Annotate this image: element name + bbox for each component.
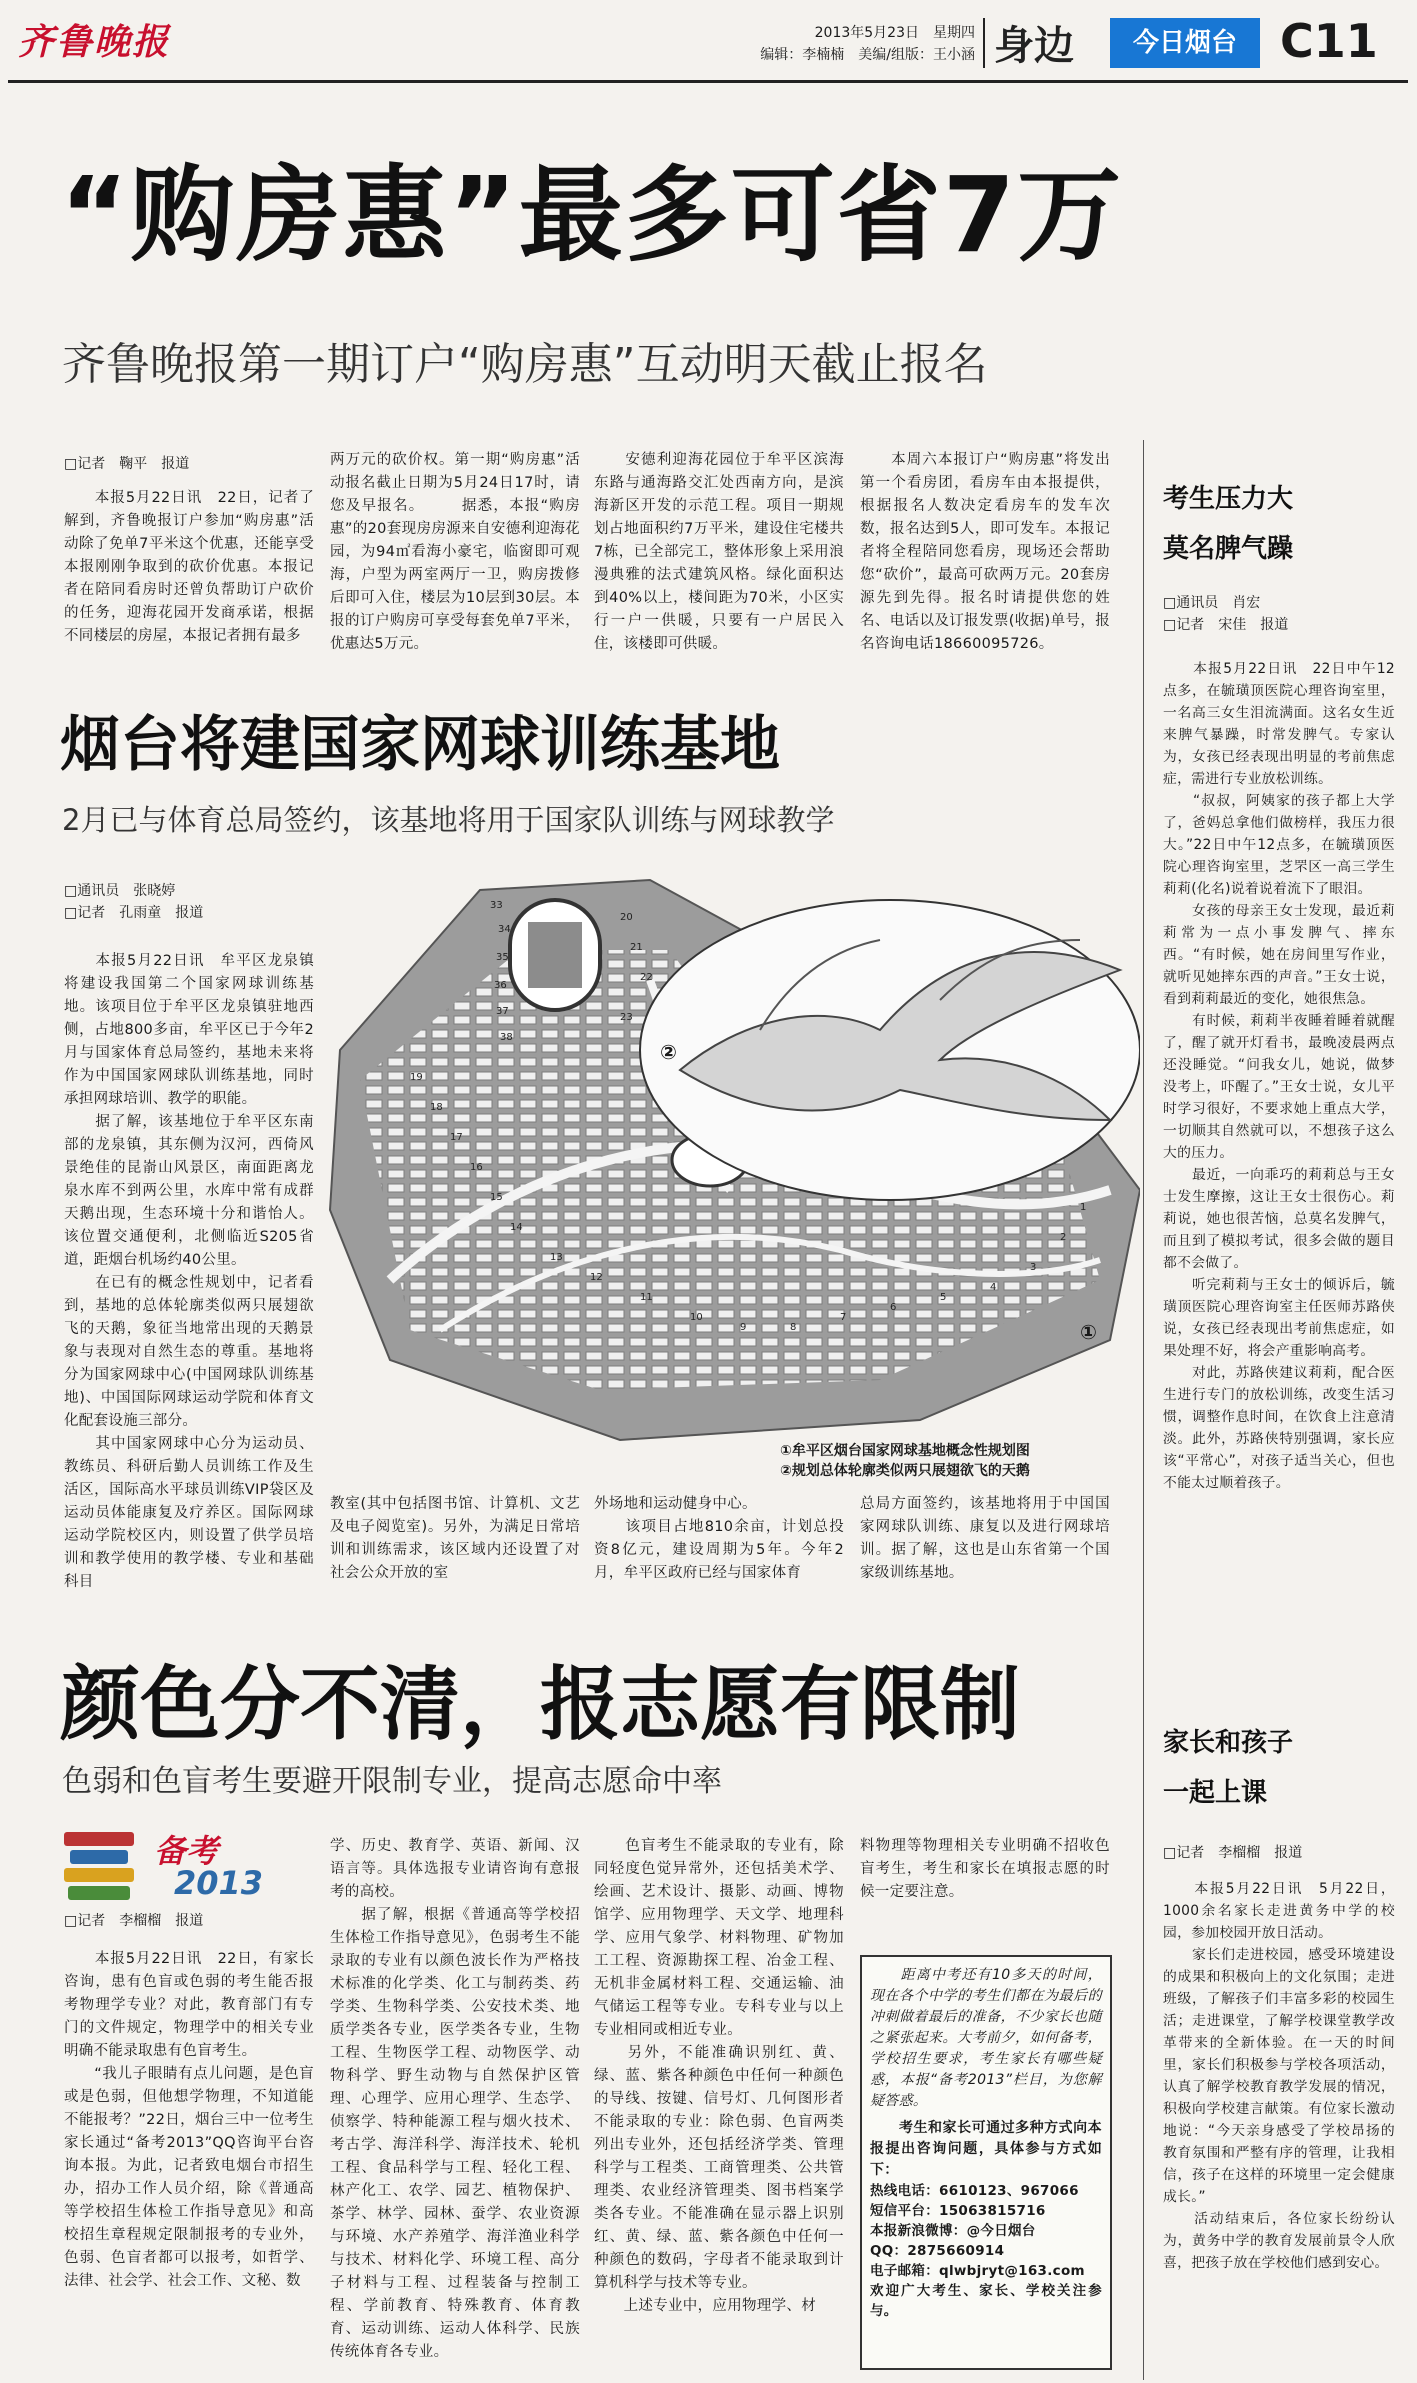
beikao-year: 2013 xyxy=(174,1864,264,1902)
map-number-label: 33 xyxy=(490,900,503,911)
map-number-label: 3 xyxy=(1030,1262,1037,1273)
article3-subtitle: 色弱和色盲考生要避开限制专业，提高志愿命中率 xyxy=(62,1764,722,1799)
site-plan-marker-1: ① xyxy=(1080,1320,1097,1344)
masthead-rule xyxy=(8,80,1408,83)
article1-byline: □记者 鞠平 报道 xyxy=(64,456,190,472)
article2-col4: 总局方面签约，该基地将用于中国国家网球队训练、康复以及进行网球培训。据了解，这也是山东省第一个国家级训练基地。 xyxy=(860,1496,1110,1581)
map-number-label: 8 xyxy=(790,1322,797,1333)
map-number-label: 36 xyxy=(494,980,507,991)
sidebar2-title-line2: 一起上课 xyxy=(1163,1778,1268,1808)
map-number-label: 15 xyxy=(490,1192,503,1203)
article2-col3: 外场地和运动健身中心。 该项目占地810余亩，计划总投资8亿元，建设周期为5年。今年2月，牟平区政府已经与国家体育 xyxy=(594,1496,844,1581)
map-number-label: 11 xyxy=(640,1292,653,1303)
consult-welcome: 欢迎广大考生、家长、学校关注参与。 xyxy=(870,2283,1102,2319)
article1-subtitle: 齐鲁晚报第一期订户“购房惠”互动明天截止报名 xyxy=(62,339,988,390)
article3-col4: 料物理等物理相关专业明确不招收色盲考生，考生和家长在填报志愿的时候一定要注意。 xyxy=(860,1838,1110,1900)
map-number-label: 17 xyxy=(450,1132,463,1143)
consult-sms: 短信平台：15063815716 xyxy=(870,2203,1046,2219)
masthead-divider xyxy=(983,18,985,68)
article3-col2: 学、历史、教育学、英语、新闻、汉语言等。具体选报专业请咨询有意报考的高校。 据了解，根据《普通高等学校招生体检工作指导意见》，色弱考生不能录取的专业有以颜色波长作为严格技术标准的化学类、化工与制药类、药学类、生物科学类、公安技术类、地质学类各专业，医学类各专业，生物工程、生物医学工程、动物医学、动物科学、野生动物与自然保护区管理、心理学、应用心理学、生态学、侦察学、特种能源工程与烟火技术、考古学、海洋科学、海洋技术、轮机工程、食品科学与工程、轻化工程、林产化工、农学、园艺、植物保护、茶学、林学、园林、蚕学、农业资源与环境、水产养殖学、海洋渔业科学与技术、材料化学、环境工程、高分子材料与工程、过程装备与控制工程、学前教育、特殊教育、体育教育、运动训练、运动人体科学、民族传统体育各专业。 xyxy=(330,1838,580,2360)
article1-col4: 本周六本报订户“购房惠”将发出第一个看房团，看房车由本报提供，根据报名人数决定看房车的发车次数，报名达到5人，即可发车。本报记者将全程陪同您看房，现场还会帮助您“砍价”，最高可砍两万元。20套房源先到先得。报名时请提供您的姓名、电话以及订报发票(收据)单号，报名咨询电话18660095726。 xyxy=(860,452,1110,652)
map-number-label: 9 xyxy=(740,1322,747,1333)
beikao-word: 备考 xyxy=(154,1832,219,1870)
sidebar1-title-line1: 考生压力大 xyxy=(1163,484,1294,514)
site-plan-illustration xyxy=(320,860,1140,1480)
sidebar2-text: 本报5月22日讯 5月22日，1000余名家长走进黄务中学的校园，参加校园开放日活动。 家长们走进校园，感受环境建设的成果和积极向上的文化氛围；走进班级，了解孩子们丰富多彩的校园生活；走进课堂，了解学校课堂教学改革带来的全新体验。在一天的时间里，家长们积极参与学校各项活动，认真了解学校教育教学发展的情况，积极向学校建言献策。有位家长激动地说：“今天亲身感受了学校昂扬的教育氛围和严整有序的管理，让我相信，孩子在这样的环境里一定会健康成长。” 活动结束后，各位家长纷纷认为，黄务中学的教育发展前景令人欣喜，把孩子放在学校他们感到安心。 xyxy=(1163,1881,1395,2271)
column-divider xyxy=(1143,440,1144,2380)
article3-col3: 色盲考生不能录取的专业有，除同轻度色觉异常外，还包括美术学、绘画、艺术设计、摄影、动画、博物馆学、应用物理学、天文学、地理科学、应用气象学、材料物理、矿物加工工程、资源勘探工程、冶金工程、无机非金属材料工程、交通运输、油气储运工程等专业。专科专业与以上专业相同或相近专业。 另外，不能准确识别红、黄、绿、蓝、紫各种颜色中任何一种颜色的导线、按键、信号灯、几何图形者不能录取的专业：除色弱、色盲两类列出专业外，还包括经济学类、管理科学与工程类、工商管理类、公共管理类、农业经济管理类、图书档案学类各专业。不能准确在显示器上识别红、黄、绿、蓝、紫各颜色中任何一种颜色的数码，字母者不能录取到计算机科学与技术等专业。 上述专业中，应用物理学、材 xyxy=(594,1838,844,2314)
sidebar1-byline: □通讯员 肖宏 □记者 宋佳 报道 xyxy=(1163,595,1289,633)
masthead-date: 2013年5月23日 星期四 xyxy=(814,25,975,41)
consult-email: 电子邮箱：qlwbjryt@163.com xyxy=(870,2263,1085,2279)
map-number-label: 2 xyxy=(1060,1232,1067,1243)
article3-byline: □记者 李榴榴 报道 xyxy=(64,1913,204,1929)
consult-intro: 距离中考还有10多天的时间，现在各个中学的考生们都在为最后的冲刺做着最后的准备，不少家长也随之紧张起来。大考前夕，如何备考，学校招生要求，考生家长有哪些疑惑，本报“备考2013”栏目，为您解疑答惑。 xyxy=(870,1967,1102,2109)
map-number-label: 12 xyxy=(590,1272,603,1283)
consult-box xyxy=(860,1955,1112,2370)
article1-col3: 安德利迎海花园位于牟平区滨海东路与通海路交汇处西南方向，是滨海新区开发的示范工程。项目一期规划占地面积约7万平米，建设住宅楼共7栋，已全部完工，整体形象上采用浪漫典雅的法式建筑风格。绿化面积达到40%以上，楼间距为70米，小区实行一户一供暖，只要有一户居民入住，该楼即可供暖。 xyxy=(594,452,844,652)
map-number-label: 35 xyxy=(496,952,509,963)
map-number-label: 23 xyxy=(620,1012,633,1023)
map-number-label: 4 xyxy=(990,1282,997,1293)
map-number-label: 22 xyxy=(640,972,653,983)
sidebar1-title-line2: 莫名脾气躁 xyxy=(1163,534,1294,564)
stadium-pitch xyxy=(528,922,582,988)
article1-col1: 本报5月22日讯 22日，记者了解到，齐鲁晚报订户参加“购房惠”活动除了免单7平米这个优惠，还能享受本报刚刚争取到的砍价优惠。本报记者在陪同看房时还曾负帮助订户砍价的任务，迎海花园开发商承诺，根据不同楼层的房屋，本报记者拥有最多 xyxy=(64,490,314,644)
site-plan-caption-2: ②规划总体轮廓类似两只展翅欲飞的天鹅 xyxy=(780,1463,1030,1479)
masthead-editors: 编辑：李楠楠 美编/组版：王小涵 xyxy=(760,47,975,63)
map-number-label: 18 xyxy=(430,1102,443,1113)
article2-col2: 教室(其中包括图书馆、计算机、文艺及电子阅览室)。另外，为满足日常培训和训练需求，该区域内还设置了对社会公众开放的室 xyxy=(330,1496,580,1581)
map-number-label: 20 xyxy=(620,912,633,923)
map-number-label: 19 xyxy=(410,1072,423,1083)
consult-methods: 考生和家长可通过多种方式向本报提出咨询问题，具体参与方式如下： xyxy=(870,2120,1102,2178)
sidebar2-title-line1: 家长和孩子 xyxy=(1163,1728,1294,1758)
article2-subtitle: 2月已与体育总局签约，该基地将用于国家队训练与网球教学 xyxy=(62,803,835,837)
map-number-label: 6 xyxy=(890,1302,897,1313)
article3-title: 颜色分不清，报志愿有限制 xyxy=(60,1658,1020,1751)
consult-weibo: 本报新浪微博：@今日烟台 xyxy=(870,2223,1036,2239)
article1-col2: 两万元的砍价权。第一期“购房惠”活动报名截止日期为5月24日17时，请您及早报名。 据悉，本报“购房惠”的20套现房房源来自安德利迎海花园，为94㎡看海小豪宅，临窗即可观海，户型为两室两厅一卫，购房拨修后即可入住，楼层为10层到30层。本报的订户购房可享受每套免单7平米，优惠达5万元。 xyxy=(330,452,580,652)
article1-title: “购房惠”最多可省7万 xyxy=(60,154,1124,276)
consult-qq: QQ：2875660914 xyxy=(870,2243,1005,2259)
sidebar2-byline: □记者 李榴榴 报道 xyxy=(1163,1845,1303,1861)
map-number-label: 10 xyxy=(690,1312,703,1323)
consult-hotline: 热线电话：6610123、967066 xyxy=(870,2183,1079,2199)
map-number-label: 13 xyxy=(550,1252,563,1263)
book-stack-icon xyxy=(64,1828,134,1906)
article3-col1: 本报5月22日讯 22日，有家长咨询，患有色盲或色弱的考生能否报考物理学专业？对此，教育部门有专门的文件规定，物理学中的相关专业明确不能录取患有色盲考生。 “我儿子眼睛有点儿问题，是色盲或是色弱，但他想学物理，不知道能不能报考？”22日，烟台三中一位考生家长通过“备考2013”QQ咨询平台咨询本报。为此，记者致电烟台市招生办，招办工作人员介绍，除《普通高等学校招生体检工作指导意见》和高校招生章程规定限制报考的专业外，色弱、色盲者都可以报考，如哲学、法律、社会学、社会工作、文秘、数 xyxy=(64,1951,314,2289)
map-number-label: 37 xyxy=(496,1006,509,1017)
map-number-label: 34 xyxy=(498,924,511,935)
map-number-label: 1 xyxy=(1080,1202,1087,1213)
map-number-label: 5 xyxy=(940,1292,947,1303)
article2-col1: 本报5月22日讯 牟平区龙泉镇将建设我国第二个国家网球训练基地。该项目位于牟平区龙泉镇驻地西侧，占地800多亩，牟平区已于今年2月与国家体育总局签约，基地未来将作为中国国家网球队训练基地，同时承担网球培训、教学的职能。 据了解，该基地位于牟平区东南部的龙泉镇，其东侧为汉河，西倚风景绝佳的昆嵛山风景区，南面距离龙泉水库不到两公里，水库中常有成群天鹅出现，生态环境十分和谐怡人。该位置交通便利，北侧临近S205省道，距烟台机场约40公里。 在已有的概念性规划中，记者看到，基地的总体轮廓类似两只展翅欲飞的天鹅，象征当地常出现的天鹅景象与表现对自然生态的尊重。基地将分为国家网球中心(中国网球队训练基地)、中国国际网球运动学院和体育文化配套设施三部分。 其中国家网球中心分为运动员、教练员、科研后勤人员训练工作及生活区，国际高水平球员训练VIP袋区及运动员体能康复及疗养区。国际网球运动学院校区内，则设置了供学员培训和教学使用的教学楼、专业和基础科目 xyxy=(64,953,314,1590)
article2-title: 烟台将建国家网球训练基地 xyxy=(60,710,780,780)
site-plan-marker-2: ② xyxy=(660,1040,677,1064)
masthead-page-number: C11 xyxy=(1280,14,1378,68)
masthead-section: 身边 xyxy=(994,23,1074,69)
site-plan-svg xyxy=(320,860,1140,1480)
map-number-label: 14 xyxy=(510,1222,523,1233)
masthead-tag: 今日烟台 xyxy=(1110,18,1260,68)
site-plan-caption-1: ①牟平区烟台国家网球基地概念性规划图 xyxy=(780,1443,1030,1459)
map-number-label: 38 xyxy=(500,1032,513,1043)
beikao-logo xyxy=(64,1820,314,1910)
map-number-label: 16 xyxy=(470,1162,483,1173)
article2-byline: □通讯员 张晓婷 □记者 孔雨童 报道 xyxy=(64,883,204,921)
map-number-label: 7 xyxy=(840,1312,847,1323)
map-number-label: 21 xyxy=(630,942,643,953)
sidebar1-text: 本报5月22日讯 22日中午12点多，在毓璜顶医院心理咨询室里，一名高三女生泪流满面。这名女生近来脾气暴躁，时常发脾气。专家认为，女孩已经表现出明显的考前焦虑症，需进行专业放松训练。 “叔叔，阿姨家的孩子都上大学了，爸妈总拿他们做榜样，我压力很大。”22日中午12点多，在毓璜顶医院心理咨询室里，芝罘区一高三学生莉莉(化名)说着说着流下了眼泪。 女孩的母亲王女士发现，最近莉莉常为一点小事发脾气、摔东西。“有时候，她在房间里写作业，就听见她摔东西的声音。”王女士说，看到莉莉最近的变化，她很焦急。 有时候，莉莉半夜睡着睡着就醒了，醒了就开灯看书，最晚凌晨两点还没睡觉。“问我女儿，她说，做梦没考上，吓醒了。”王女士说，女儿平时学习很好，不要求她上重点大学，一切顺其自然就可以，不想孩子这么大的压力。 最近，一向乖巧的莉莉总与王女士发生摩擦，这让王女士很伤心。莉莉说，她也很苦恼，总莫名发脾气，而且到了模拟考试，很多会做的题目都不会做了。 听完莉莉与王女士的倾诉后，毓璜顶医院心理咨询室主任医师苏路侠说，女孩已经表现出考前焦虑症，如果处理不好，将会产重影响高考。 对此，苏路侠建议莉莉，配合医生进行专门的放松训练，改变生活习惯，调整作息时间，在饮食上注意清淡。此外，苏路侠特别强调，家长应该“平常心”，对孩子适当关心，但也不能太过顺着孩子。 xyxy=(1163,661,1395,1491)
masthead-logo: 齐鲁晚报 xyxy=(18,21,171,63)
